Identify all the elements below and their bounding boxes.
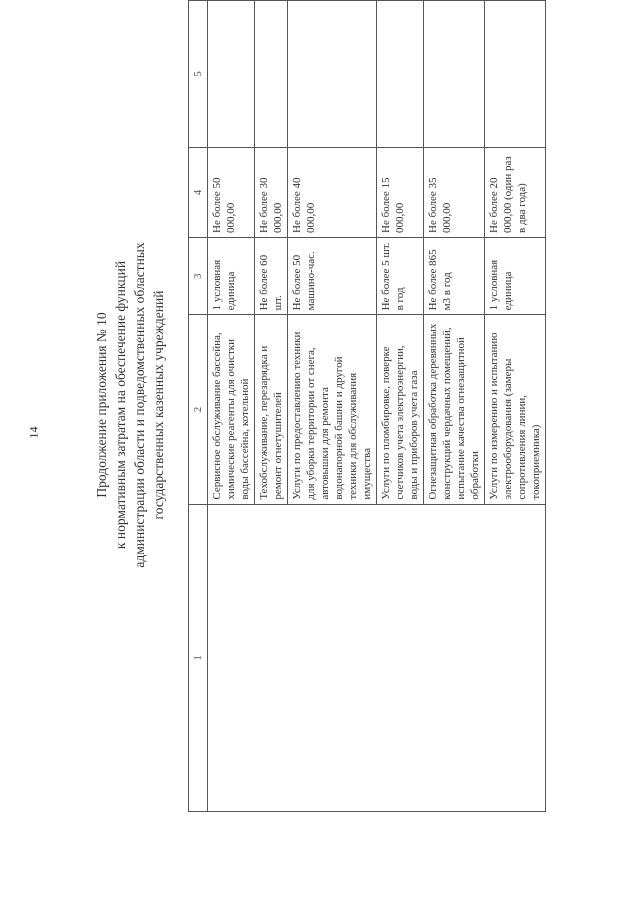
heading-line-4: государственных казенных учреждений <box>151 290 166 520</box>
price-cell: Не более 35 000,00 <box>424 148 485 238</box>
quantity-cell: Не более 5 шт. в год <box>377 238 424 315</box>
quantity-cell: 1 условная единица <box>485 238 546 315</box>
costs-table <box>188 0 546 812</box>
table-row <box>208 1 255 812</box>
header-col-4: 4 <box>189 148 208 238</box>
heading-line-1: Продолжение приложения № 10 <box>94 312 109 498</box>
service-name-cell: Услуги по пломбировке, поверке счетчиков учета электроэнергии, воды и приборов учета газа <box>377 315 424 504</box>
heading-line-3: администрации области и подведомственных областных <box>132 242 147 568</box>
service-name-cell: Услуги по предоставлению техники для уборки территории от снега, автовышки для ремонта водонапорной башни и другой техники для обслуживания имущества <box>288 315 377 504</box>
price-cell: Не более 20 000,00 (один раз в два года) <box>485 148 546 238</box>
header-col-3: 3 <box>189 238 208 315</box>
col5-cell <box>485 1 546 148</box>
quantity-cell: Не более 50 машино-час. <box>288 238 377 315</box>
price-cell: Не более 30 000,00 <box>255 148 288 238</box>
price-cell: Не более 15 000,00 <box>377 148 424 238</box>
price-cell: Не более 40 000,00 <box>288 148 377 238</box>
col5-cell <box>208 1 255 148</box>
quantity-cell: Не более 60 шт. <box>255 238 288 315</box>
header-col-1: 1 <box>189 504 208 811</box>
service-name-cell: Сервисное обслуживание бассейна, химические реагенты для очистки воды бассейна, котельной <box>208 315 255 504</box>
service-name-cell: Огнезащитная обработка деревянных конструкций чердачных помещений, испытание качества огнезащитной обработки <box>424 315 485 504</box>
page-number: 14 <box>26 426 41 439</box>
price-cell: Не более 50 000,00 <box>208 148 255 238</box>
service-name-cell: Техобслуживание, перезарядка и ремонт огнетушителей <box>255 315 288 504</box>
col5-cell <box>288 1 377 148</box>
table-header-row <box>189 1 208 812</box>
merged-col-1-cell <box>208 504 546 811</box>
quantity-cell: Не более 865 м3 в год <box>424 238 485 315</box>
col5-cell <box>424 1 485 148</box>
header-col-5: 5 <box>189 1 208 148</box>
col5-cell <box>255 1 288 148</box>
heading-line-2: к нормативным затратам на обеспечение функций <box>113 260 128 550</box>
quantity-cell: 1 условная единица <box>208 238 255 315</box>
col5-cell <box>377 1 424 148</box>
document-heading <box>92 45 168 765</box>
header-col-2: 2 <box>189 315 208 504</box>
service-name-cell: Услуги по измерению и испытанию электрооборудования (замеры сопротивления линии, токоприемника) <box>485 315 546 504</box>
